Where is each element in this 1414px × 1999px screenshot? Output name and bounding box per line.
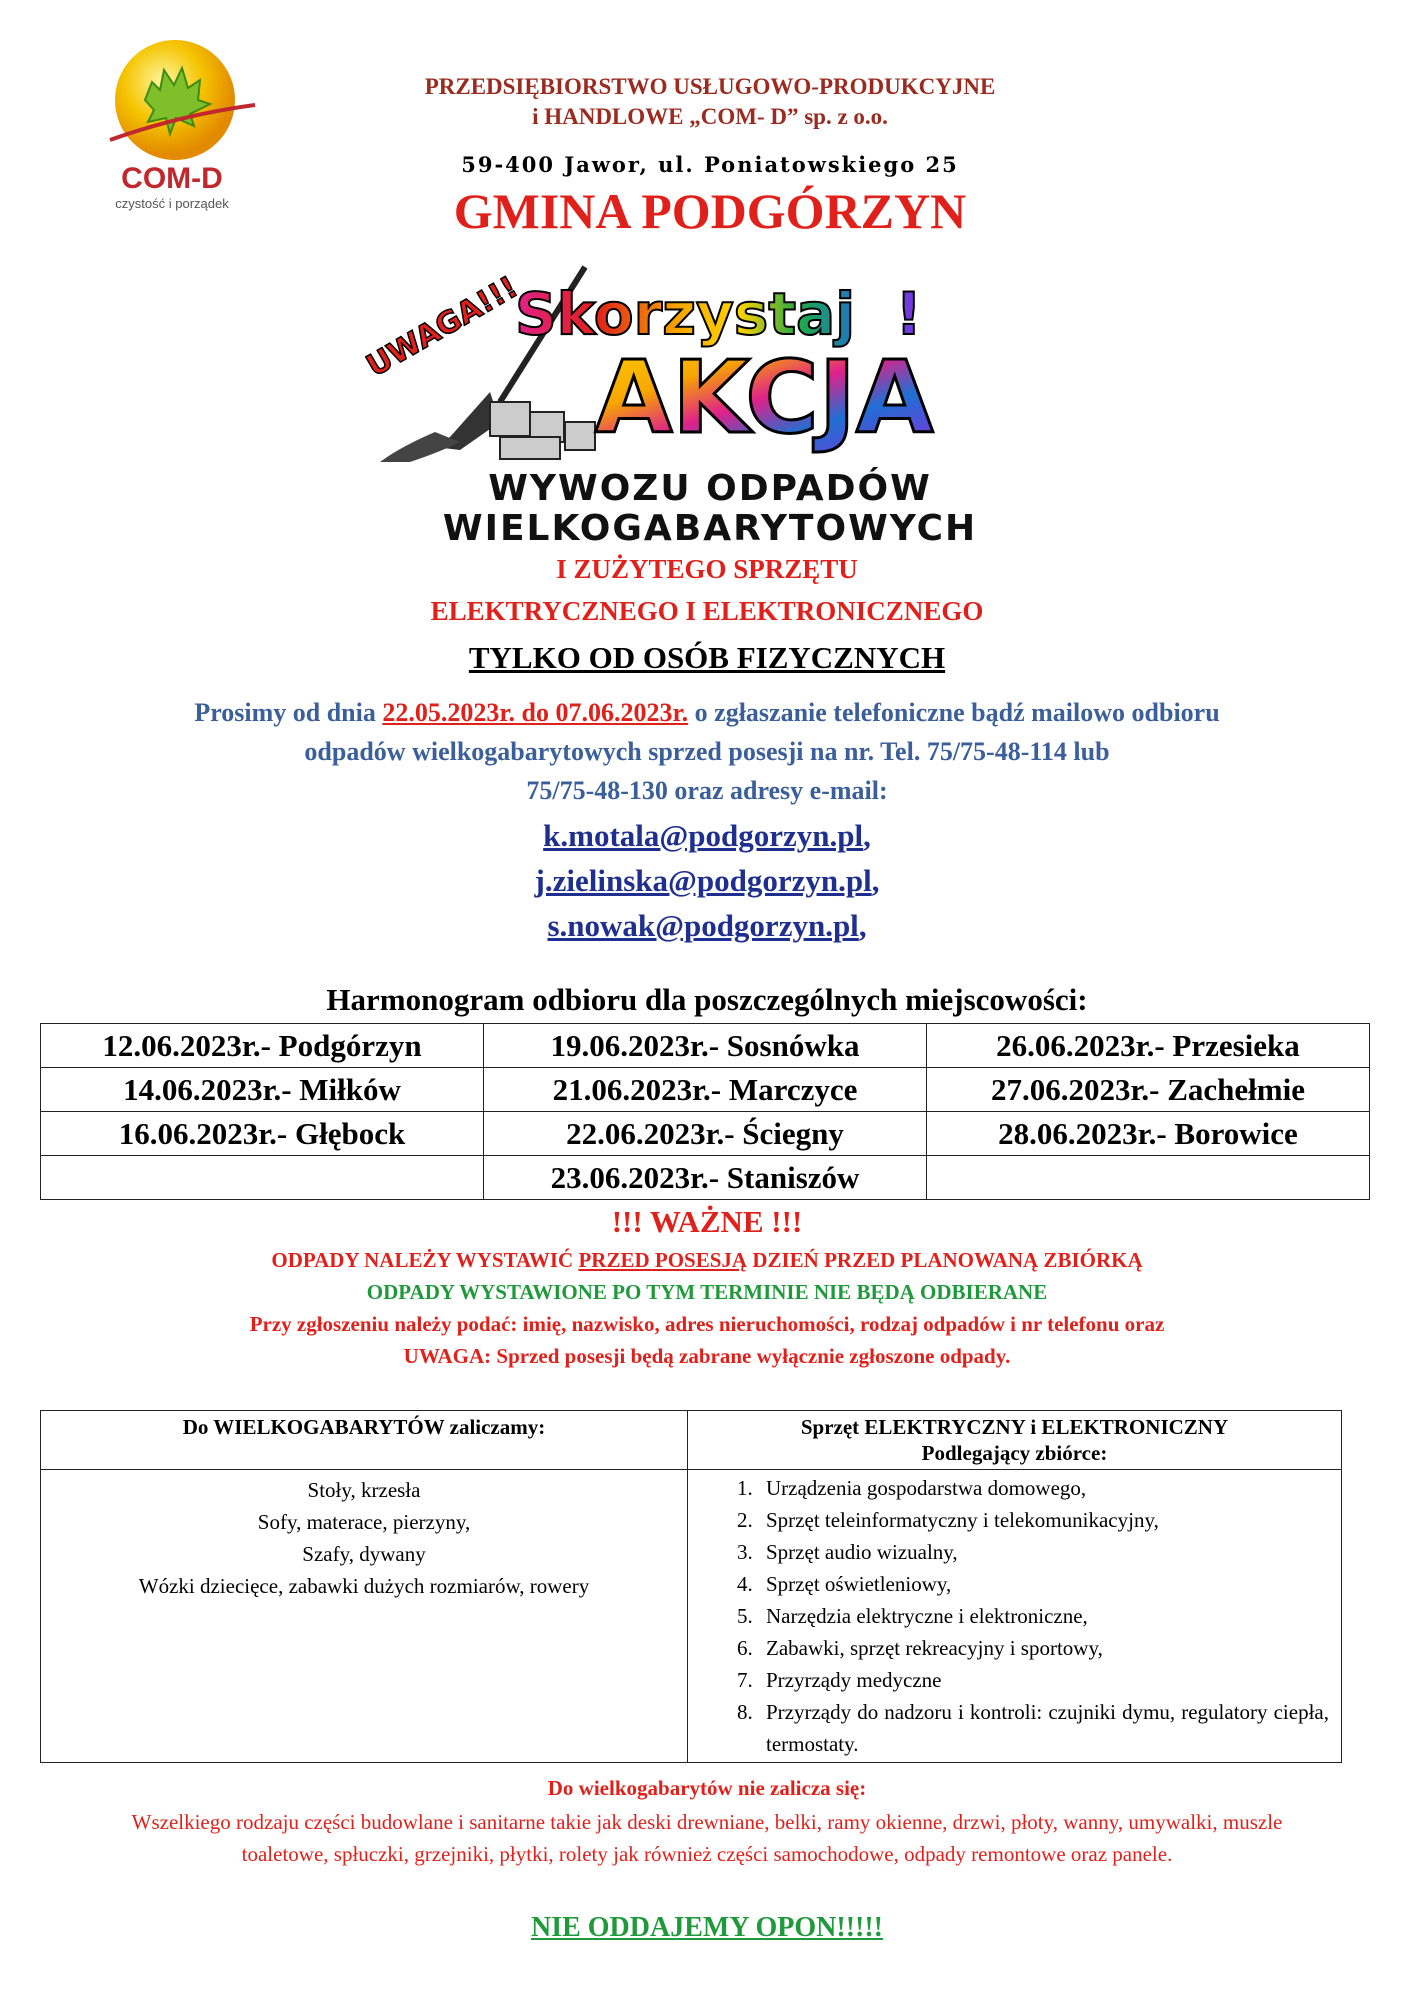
electronics-item: 8. Przyrządy do nadzoru i kontroli: czujniki dymu, regulatory ciepła, termostaty. (758, 1696, 1329, 1760)
date-to: 07.06.2023r. (555, 698, 689, 727)
schedule-cell: 14.06.2023r.- Miłków (41, 1068, 484, 1112)
notice-post: o zgłaszanie telefoniczne bądź mailowo odbioru (688, 698, 1220, 727)
email-link-motala[interactable]: k.motala@podgorzyn.pl (543, 818, 864, 853)
banner-line-2: WIELKOGABARYTOWYCH (442, 508, 978, 549)
table-row (41, 1470, 1342, 1763)
table-row (41, 1112, 1370, 1156)
email-separator: , (871, 863, 880, 898)
electronics-header-line-2: Podlegający zbiórce: (921, 1441, 1108, 1465)
gmina-title: GMINA PODGÓRZYN (453, 183, 967, 239)
table-row (41, 1068, 1370, 1112)
schedule-cell: 21.06.2023r.- Marczyce (484, 1068, 927, 1112)
email-separator: , (863, 818, 871, 853)
important-line-1-post: DZIEŃ PRZED PLANOWANĄ ZBIÓRKĄ (747, 1248, 1143, 1272)
bulky-header: Do WIELKOGABARYTÓW zaliczamy: (41, 1411, 688, 1470)
excluded-text: Wszelkiego rodzaju części budowlane i sanitarne takie jak deski drewniane, belki, ramy okienne, drzwi, płoty, wanny, umywalki, muszle toaletowe, spłuczki, grzejniki, płytki, rolety jak również części samochodowe, odpady remontowe oraz panele. (131, 1810, 1283, 1866)
bulky-item: Stoły, krzesła (307, 1478, 421, 1502)
uwaga-text: UWAGA!!! (360, 269, 524, 385)
schedule-cell (927, 1156, 1370, 1200)
schedule-cell: 28.06.2023r.- Borowice (927, 1112, 1370, 1156)
banner-line-1: WYWOZU ODPADÓW (488, 468, 932, 509)
subtitle-line-2: ELEKTRYCZNEGO I ELEKTRONICZNEGO (430, 596, 984, 626)
electronics-item: 5. Narzędzia elektryczne i elektroniczne, (758, 1600, 1329, 1632)
important-line-1-underlined: PRZED POSESJĄ (578, 1248, 748, 1272)
electronics-item: 7. Przyrządy medyczne (758, 1664, 1329, 1696)
company-address: 59-400 Jawor, ul. Poniatowskiego 25 (461, 152, 959, 177)
email-link-zielinska[interactable]: j.zielinska@podgorzyn.pl (534, 863, 872, 898)
bulky-item: Wózki dziecięce, zabawki dużych rozmiarów, rowery (138, 1574, 590, 1598)
excluded-title: Do wielkogabarytów nie zalicza się: (547, 1776, 867, 1800)
email-link-nowak[interactable]: s.nowak@podgorzyn.pl (547, 908, 859, 943)
notice-line-3: 75/75-48-130 oraz adresy e-mail: (526, 776, 888, 805)
company-line-2: i HANDLOWE „COM- D” sp. z o.o. (532, 104, 888, 129)
schedule-cell: 27.06.2023r.- Zachełmie (927, 1068, 1370, 1112)
company-name (300, 72, 1120, 132)
notice-mid: do (515, 698, 556, 727)
electronics-item: 3. Sprzęt audio wizualny, (758, 1536, 1329, 1568)
logo-tagline: czystość i porządek (115, 196, 229, 211)
bulky-list (41, 1470, 688, 1763)
company-line-1: PRZEDSIĘBIORSTWO USŁUGOWO-PRODUKCYJNE (424, 74, 996, 99)
electronics-item: 1. Urządzenia gospodarstwa domowego, (758, 1472, 1329, 1504)
no-tires-notice: NIE ODDAJEMY OPON!!!!! (530, 1912, 884, 1943)
logo-text: COM-D (121, 162, 223, 195)
table-header-row (41, 1411, 1342, 1470)
date-from: 22.05.2023r. (382, 698, 516, 727)
electronics-pile-icon (490, 402, 595, 459)
notice-line-2: odpadów wielkogabarytowych sprzed posesji na nr. Tel. 75/75-48-114 lub (304, 737, 1110, 766)
important-line-2: ODPADY WYSTAWIONE PO TYM TERMINIE NIE BĘDĄ ODBIERANE (366, 1280, 1048, 1304)
table-row (41, 1024, 1370, 1068)
akcja-text: AKCJA (595, 339, 934, 456)
schedule-title: Harmonogram odbioru dla poszczególnych miejscowości: (326, 982, 1088, 1017)
schedule-cell: 16.06.2023r.- Głębock (41, 1112, 484, 1156)
subtitle-line-3: TYLKO OD OSÓB FIZYCZNYCH (468, 640, 946, 675)
schedule-cell (41, 1156, 484, 1200)
subtitle-line-1: I ZUŻYTEGO SPRZĘTU (556, 554, 858, 584)
notice-paragraph (40, 693, 1374, 945)
table-row (41, 1156, 1370, 1200)
electronics-header (688, 1411, 1342, 1470)
schedule-cell: 22.06.2023r.- Ściegny (484, 1112, 927, 1156)
schedule-table (40, 1023, 1370, 1200)
electronics-list (688, 1470, 1342, 1763)
electronics-item: 4. Sprzęt oświetleniowy, (758, 1568, 1329, 1600)
important-line-1 (0, 1248, 1414, 1273)
schedule-cell: 12.06.2023r.- Podgórzyn (41, 1024, 484, 1068)
important-title: !!! WAŻNE !!! (611, 1204, 803, 1239)
important-line-4: UWAGA: Sprzed posesji będą zabrane wyłącznie zgłoszone odpady. (403, 1344, 1011, 1368)
notice-pre: Prosimy od dnia (194, 698, 383, 727)
akcja-banner (340, 262, 1080, 562)
bulky-item: Sofy, materace, pierzyny, (257, 1510, 471, 1534)
electronics-header-line-1: Sprzęt ELEKTRYCZNY i ELEKTRONICZNY (800, 1415, 1229, 1439)
electronics-item: 2. Sprzęt teleinformatyczny i telekomunikacyjny, (758, 1504, 1329, 1536)
bulky-item: Szafy, dywany (302, 1542, 426, 1566)
com-d-logo (90, 30, 260, 220)
electronics-item: 6. Zabawki, sprzęt rekreacyjny i sportowy, (758, 1632, 1329, 1664)
schedule-cell: 23.06.2023r.- Staniszów (484, 1156, 927, 1200)
email-separator: , (858, 908, 867, 943)
categories-table (40, 1410, 1342, 1763)
schedule-cell: 26.06.2023r.- Przesieka (927, 1024, 1370, 1068)
schedule-cell: 19.06.2023r.- Sosnówka (484, 1024, 927, 1068)
important-line-1-pre: ODPADY NALEŻY WYSTAWIĆ (271, 1248, 579, 1272)
important-line-3: Przy zgłoszeniu należy podać: imię, nazwisko, adres nieruchomości, rodzaj odpadów i nr telefonu oraz (249, 1312, 1165, 1336)
skorzystaj-text: Skorzystaj ! (515, 280, 922, 348)
